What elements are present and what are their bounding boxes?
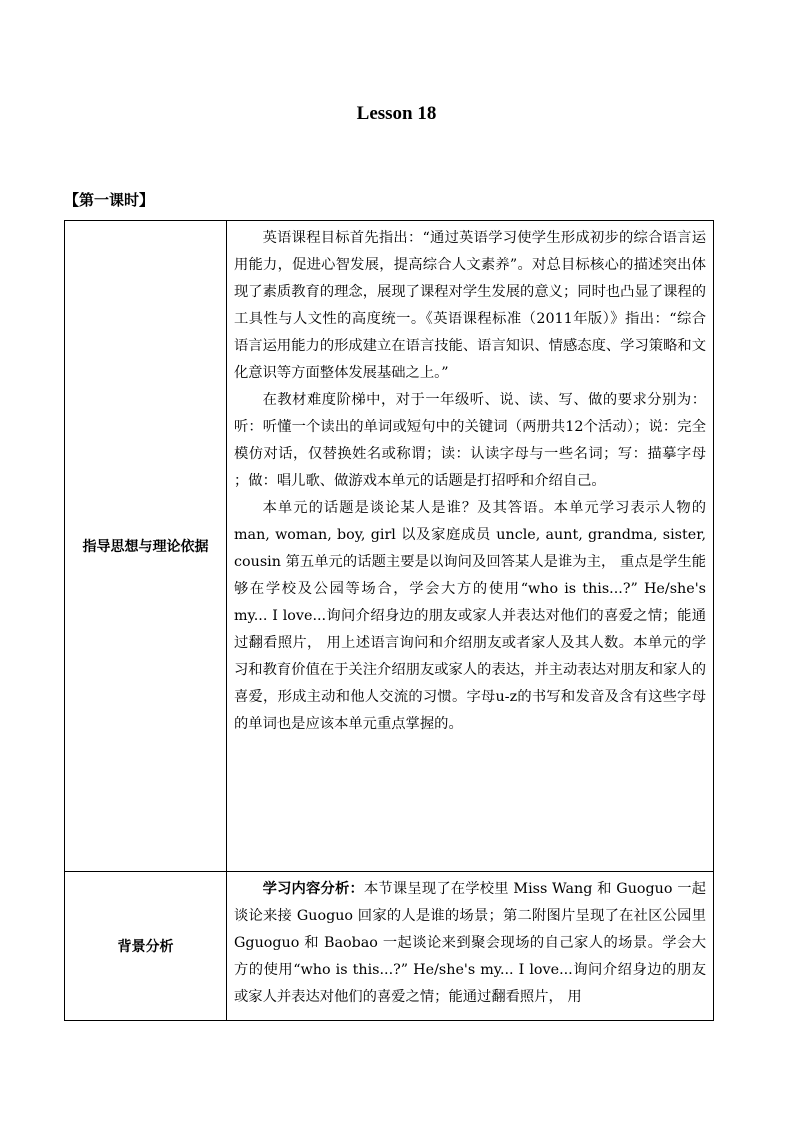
paragraph-text: 本节课呈现了在学校里 Miss Wang 和 Guoguo 一起谈论来接 Guoguo 回家的人是谁的场景；第二附图片呈现了在社区公园里 Gguoguo 和 Baobao 一起谈论来到聚会现场的自己家人的场景。学会大方的使用“who is this...?” He/she's my... I love...询问介绍身边的朋友或家人并表达对他们的喜爱之情；能通过翻看照片， 用 bbox=[234, 881, 706, 1005]
section-heading: 【第一课时】 bbox=[64, 191, 155, 209]
row-content bbox=[227, 872, 714, 1021]
paragraph: 本单元的话题是谈论某人是谁？及其答语。本单元学习表示人物的 man, woman, boy, girl 以及家庭成员 uncle, aunt, grandma, sister, cousin 第五单元的话题主要是以询问及回答某人是谁为主， 重点是学生能够在学校及公园等场合，学会大方的使用“who is this...?” He/she's my... I love...询问介绍身边的朋友或家人并表达对他们的喜爱之情；能通过翻看照片， 用上述语言询问和介绍朋友或者家人及其人数。本单元的学习和教育价值在于关注介绍朋友或家人的表达，并主动表达对朋友和家人的喜爱，形成主动和他人交流的习惯。字母u-z的书写和发音及含有这些字母的单词也是应该本单元重点掌握的。 bbox=[234, 500, 706, 732]
table-row bbox=[65, 872, 714, 1021]
row-content bbox=[227, 221, 714, 872]
row-label: 指导思想与理论依据 bbox=[65, 221, 227, 872]
row-label: 背景分析 bbox=[65, 872, 227, 1021]
table-row bbox=[65, 221, 714, 872]
lesson-title: Lesson 18 bbox=[356, 103, 437, 124]
paragraph: 英语课程目标首先指出：“通过英语学习使学生形成初步的综合语言运用能力，促进心智发展，提高综合人文素养”。对总目标核心的描述突出体现了素质教育的理念，展现了课程对学生发展的意义；同时也凸显了课程的工具性与人文性的高度统一。《英语课程标准（2011年版）》指出：“综合语言运用能力的形成建立在语言技能、语言知识、情感态度、学习策略和文化意识等方面整体发展基础之上。” bbox=[234, 230, 706, 381]
paragraph-lead: 学习内容分析： bbox=[262, 881, 364, 897]
paragraph bbox=[234, 876, 706, 1011]
paragraph: 在教材难度阶梯中，对于一年级听、说、读、写、做的要求分别为：听：听懂一个读出的单词或短句中的关键词（两册共12个活动）；说：完全模仿对话，仅替换姓名或称谓；读：认读字母与一些名词；写：描摹字母 ；做：唱儿歌、做游戏本单元的话题是打招呼和介绍自己。 bbox=[234, 392, 706, 489]
lesson-plan-table bbox=[64, 220, 714, 1021]
